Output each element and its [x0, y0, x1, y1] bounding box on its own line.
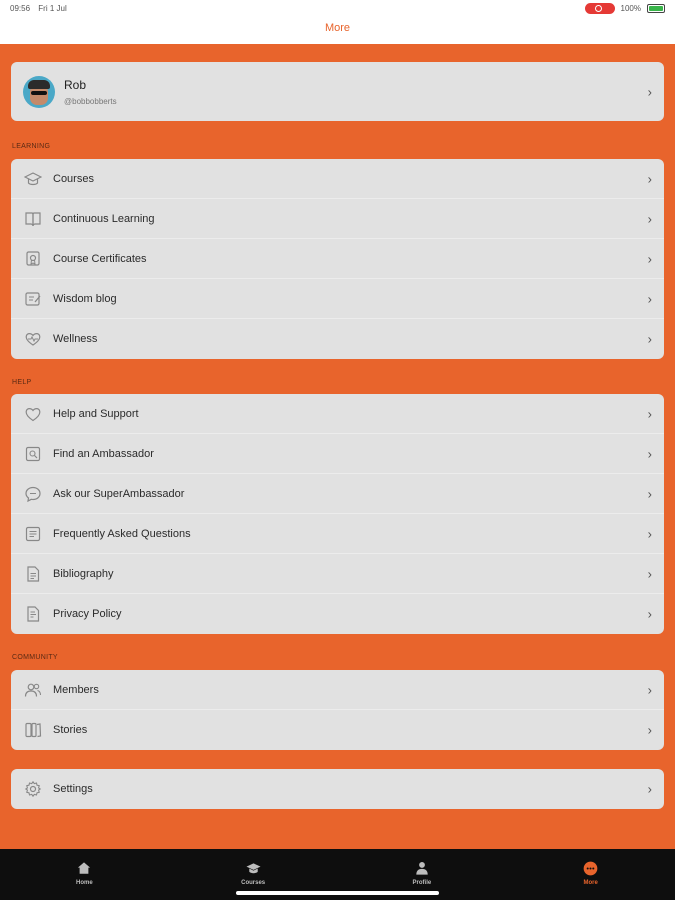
privacy-document-icon [24, 605, 42, 623]
tab-label: More [583, 880, 598, 886]
tab-home[interactable] [0, 849, 169, 900]
menu-item-label: Settings [53, 783, 93, 795]
menu-item-label: Frequently Asked Questions [53, 527, 191, 540]
gear-icon [24, 780, 42, 798]
graduation-cap-icon [24, 170, 42, 188]
book-icon [24, 210, 42, 228]
menu-item-stories[interactable] [11, 710, 664, 750]
chat-bubble-icon [24, 485, 42, 503]
menu-item-find-an-ambassador[interactable] [11, 434, 664, 474]
tab-label: Courses [241, 880, 266, 886]
profile-text [64, 78, 117, 106]
chevron-right-icon: › [647, 486, 652, 501]
menu-item-label: Courses [53, 172, 94, 185]
chevron-right-icon: › [647, 446, 652, 461]
menu-item-privacy-policy[interactable] [11, 594, 664, 634]
chevron-right-icon: › [647, 291, 652, 306]
home-icon [76, 860, 92, 876]
blog-icon [24, 290, 42, 308]
profile-card[interactable] [11, 62, 664, 121]
more-icon [583, 860, 599, 876]
status-bar [0, 0, 675, 18]
section-label-learning: LEARNING [12, 143, 51, 150]
home-indicator [236, 891, 439, 895]
profile-handle: @bobbobberts [64, 96, 117, 106]
menu-item-continuous-learning[interactable] [11, 199, 664, 239]
chevron-right-icon: › [647, 331, 652, 347]
avatar [23, 76, 55, 108]
section-label-community: COMMUNITY [12, 654, 58, 661]
help-card [11, 394, 664, 634]
chevron-right-icon: › [647, 211, 652, 226]
menu-item-course-certificates[interactable] [11, 239, 664, 279]
tab-label: Home [76, 880, 93, 886]
community-card [11, 670, 664, 750]
menu-item-label: Members [53, 683, 99, 696]
person-icon [414, 860, 430, 876]
menu-item-label: Course Certificates [53, 252, 147, 265]
menu-item-label: Wisdom blog [53, 292, 117, 305]
members-icon [24, 681, 42, 699]
chevron-right-icon: › [647, 526, 652, 541]
tab-more[interactable] [506, 849, 675, 900]
chevron-right-icon: › [647, 171, 652, 186]
menu-item-label: Help and Support [53, 407, 139, 420]
stories-icon [24, 721, 42, 739]
menu-item-label: Bibliography [53, 567, 114, 580]
menu-item-wellness[interactable] [11, 319, 664, 359]
menu-item-label: Ask our SuperAmbassador [53, 487, 185, 500]
chevron-right-icon: › [647, 606, 652, 622]
chevron-right-icon: › [647, 722, 652, 738]
chevron-right-icon: › [647, 84, 652, 99]
profile-name: Rob [64, 77, 87, 92]
menu-item-members[interactable] [11, 670, 664, 710]
chevron-right-icon: › [647, 566, 652, 581]
battery-percent: 100% [620, 4, 641, 13]
page-title: More [324, 22, 351, 34]
status-left [10, 4, 73, 13]
profile-row[interactable] [11, 62, 664, 121]
menu-item-label: Stories [53, 724, 88, 736]
menu-item-faq[interactable] [11, 514, 664, 554]
chevron-right-icon: › [647, 781, 652, 797]
screen-recording-icon [585, 3, 615, 14]
faq-list-icon [24, 525, 42, 543]
menu-item-ask-superambassador[interactable] [11, 474, 664, 514]
learning-card [11, 159, 664, 359]
status-time: 09:56 [10, 4, 31, 13]
heart-icon [24, 405, 42, 423]
menu-item-courses[interactable] [11, 159, 664, 199]
status-date: Fri 1 Jul [38, 4, 67, 13]
settings-card [11, 769, 664, 809]
find-person-icon [24, 445, 42, 463]
battery-icon [647, 4, 665, 13]
document-icon [24, 565, 42, 583]
menu-item-label: Privacy Policy [53, 608, 122, 620]
certificate-icon [24, 250, 42, 268]
menu-item-settings[interactable] [11, 769, 664, 809]
status-right [585, 3, 665, 14]
menu-item-label: Find an Ambassador [53, 447, 154, 460]
chevron-right-icon: › [647, 251, 652, 266]
nav-bar [0, 18, 675, 44]
menu-item-label: Wellness [53, 333, 98, 345]
chevron-right-icon: › [647, 406, 652, 421]
section-label-help: HELP [12, 379, 32, 386]
menu-item-label: Continuous Learning [53, 212, 155, 225]
chevron-right-icon: › [647, 682, 652, 697]
menu-item-help-and-support[interactable] [11, 394, 664, 434]
menu-item-bibliography[interactable] [11, 554, 664, 594]
tab-label: Profile [412, 880, 432, 886]
menu-item-wisdom-blog[interactable] [11, 279, 664, 319]
graduation-cap-icon [245, 860, 261, 876]
heart-pulse-icon [24, 330, 42, 348]
